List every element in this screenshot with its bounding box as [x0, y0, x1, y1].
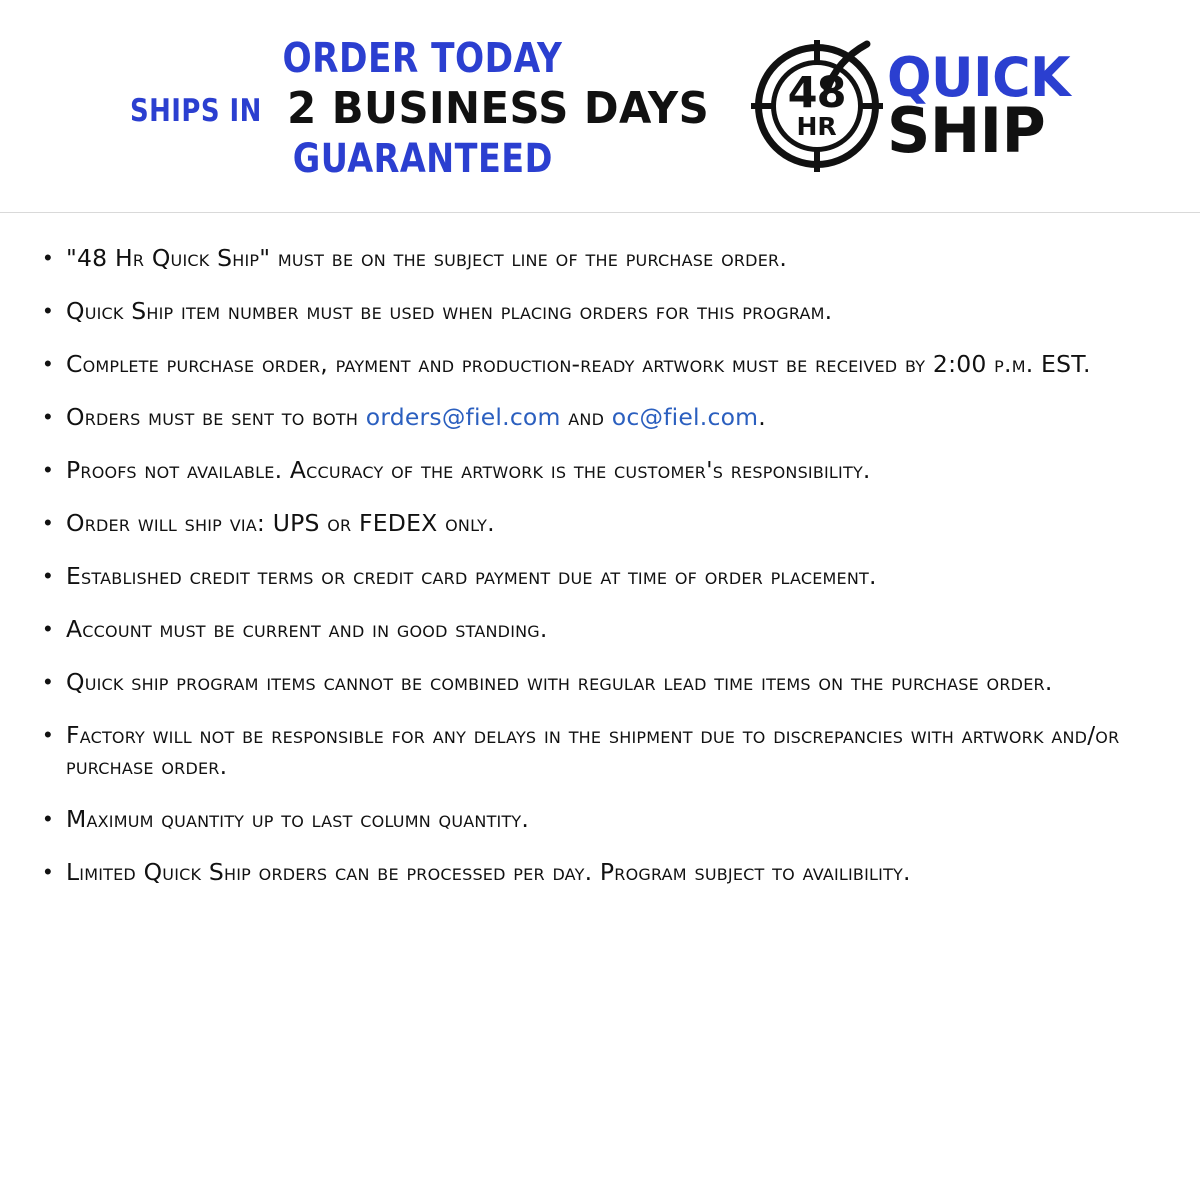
bullet-icon: • [44, 457, 52, 483]
term-email-suffix: . [758, 403, 766, 432]
bullet-icon: • [44, 404, 52, 430]
logo-wordmark [886, 46, 1076, 167]
email-link-oc[interactable]: oc@fiel.com [611, 403, 759, 432]
term-carriers-prefix: Order will ship via: [66, 509, 273, 538]
carrier-ups: UPS [272, 509, 320, 538]
term-max-quantity: Maximum quantity up to last column quantity. [66, 805, 530, 834]
list-item [44, 349, 1156, 380]
headline-guaranteed: GUARANTEED [292, 135, 553, 182]
page-header [0, 0, 1200, 213]
term-no-proofs: Proofs not available. Accuracy of the artwork is the customer's responsibility. [66, 456, 871, 485]
term-no-combining: Quick ship program items cannot be combined with regular lead time items on the purchase order. [66, 668, 1053, 697]
email-link-orders[interactable]: orders@fiel.com [365, 403, 561, 432]
term-payment-terms: Established credit terms or credit card payment due at time of order placement. [66, 562, 877, 591]
terms-list [0, 213, 1200, 888]
list-item [44, 561, 1156, 592]
headline-line-1 [282, 33, 563, 82]
term-carriers-suffix: only. [437, 509, 495, 538]
list-item [44, 720, 1156, 782]
headline-order-today: ORDER TODAY [282, 33, 563, 82]
badge-text [749, 38, 885, 174]
term-subject-line: "48 Hr Quick Ship" must be on the subject line of the purchase order. [66, 244, 787, 272]
headline-block [125, 33, 721, 182]
logo-word-ship: SHIP [886, 93, 1045, 167]
badge-unit: HR [796, 111, 837, 141]
term-email-recipients [66, 402, 766, 433]
quick-ship-logo [749, 38, 1076, 174]
headline-line-3 [292, 135, 553, 182]
logo-word-quick: QUICK [886, 46, 1070, 110]
bullet-icon: • [44, 298, 52, 324]
bullet-icon: • [44, 616, 52, 642]
headline-line-2 [125, 82, 721, 134]
term-cutoff-time: Complete purchase order, payment and production-ready artwork must be received by 2:00 p.m. EST. [66, 350, 1091, 379]
list-item [44, 614, 1156, 645]
48hr-badge-icon [749, 38, 885, 174]
term-account-standing: Account must be current and in good standing. [66, 615, 548, 644]
bullet-icon: • [44, 669, 52, 695]
list-item [44, 804, 1156, 835]
term-daily-limit: Limited Quick Ship orders can be processed per day. Program subject to availibility. [66, 858, 911, 887]
list-item [44, 667, 1156, 698]
bullet-icon: • [44, 245, 52, 270]
bullet-icon: • [44, 722, 52, 748]
list-item [44, 857, 1156, 888]
bullet-icon: • [44, 806, 52, 832]
bullet-icon: • [44, 859, 52, 885]
term-item-number: Quick Ship item number must be used when placing orders for this program. [66, 297, 833, 326]
list-item [44, 508, 1156, 539]
term-email-prefix: Orders must be sent to both [66, 403, 366, 432]
list-item [44, 455, 1156, 486]
list-item [44, 402, 1156, 433]
carrier-fedex: FEDEX [359, 509, 438, 538]
bullet-icon: • [44, 351, 52, 377]
badge-number: 48 [787, 68, 846, 119]
list-item [44, 243, 1156, 274]
term-delay-disclaimer: Factory will not be responsible for any delays in the shipment due to discrepancies with artwork and/or purchase order. [66, 721, 1120, 781]
list-item [44, 296, 1156, 327]
headline-ships-in: SHIPS IN [129, 92, 262, 129]
bullet-icon: • [44, 563, 52, 589]
term-carriers-middle: or [319, 509, 360, 538]
headline-business-days: 2 BUSINESS DAYS [287, 82, 710, 134]
term-carriers [66, 508, 495, 539]
term-email-middle: and [560, 403, 612, 432]
bullet-icon: • [44, 510, 52, 536]
